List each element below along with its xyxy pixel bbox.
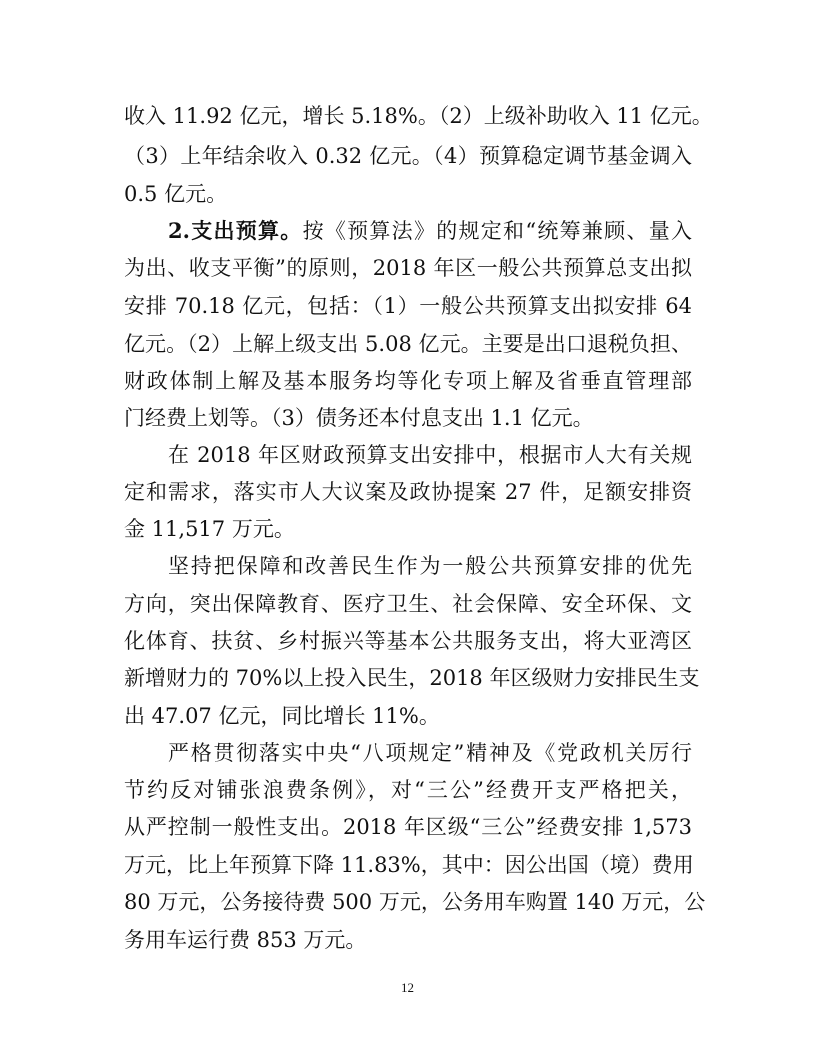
- text-line: 亿元。（2）上解上级支出 5.08 亿元。主要是出口退税负担、: [124, 332, 692, 356]
- section-heading: 2.支出预算。: [168, 218, 303, 243]
- text-line: 化体育、扶贫、乡村振兴等基本公共服务支出，将大亚湾区: [124, 629, 692, 653]
- text-line: 门经费上划等。（3）债务还本付息支出 1.1 亿元。: [124, 406, 594, 430]
- text-line: 新增财力的 70%以上投入民生，2018 年区级财力安排民生支: [124, 666, 700, 690]
- text-run: 按《预算法》的规定和“统筹兼顾、量入: [302, 219, 692, 243]
- text-line: 严格贯彻落实中央“八项规定”精神及《党政机关厉行: [168, 741, 692, 765]
- page-number: 12: [401, 980, 414, 995]
- text-line: 收入 11.92 亿元，增长 5.18%。（2）上级补助收入 11 亿元。: [124, 104, 713, 128]
- text-line: 出 47.07 亿元，同比增长 11%。: [124, 704, 440, 728]
- text-line: 0.5 亿元。: [124, 182, 228, 206]
- text-line: 坚持把保障和改善民生作为一般公共预算安排的优先: [168, 554, 692, 578]
- text-line: 在 2018 年区财政预算支出安排中，根据市人大有关规: [168, 443, 692, 467]
- text-line: 从严控制一般性支出。2018 年区级“三公”经费安排 1,573: [124, 815, 692, 839]
- text-line: 80 万元，公务接待费 500 万元，公务用车购置 140 万元，公: [124, 890, 706, 914]
- text-line: 节约反对铺张浪费条例》，对“三公”经费开支严格把关，: [124, 778, 692, 802]
- text-line: 安排 70.18 亿元，包括：（1）一般公共预算支出拟安排 64: [124, 294, 692, 318]
- text-line: 为出、收支平衡”的原则，2018 年区一般公共预算总支出拟: [124, 256, 692, 280]
- text-line: 方向，突出保障教育、医疗卫生、社会保障、安全环保、文: [124, 592, 692, 616]
- text-line: 万元，比上年预算下降 11.83%，其中：因公出国（境）费用: [124, 853, 694, 877]
- text-line: [168, 217, 692, 245]
- text-line: 金 11,517 万元。: [124, 517, 295, 541]
- text-line: （3）上年结余收入 0.32 亿元。（4）预算稳定调节基金调入: [124, 144, 692, 168]
- text-line: 务用车运行费 853 万元。: [124, 928, 367, 952]
- text-line: 财政体制上解及基本服务均等化专项上解及省垂直管理部: [124, 369, 692, 393]
- text-line: 定和需求，落实市人大议案及政协提案 27 件，足额安排资: [124, 480, 692, 504]
